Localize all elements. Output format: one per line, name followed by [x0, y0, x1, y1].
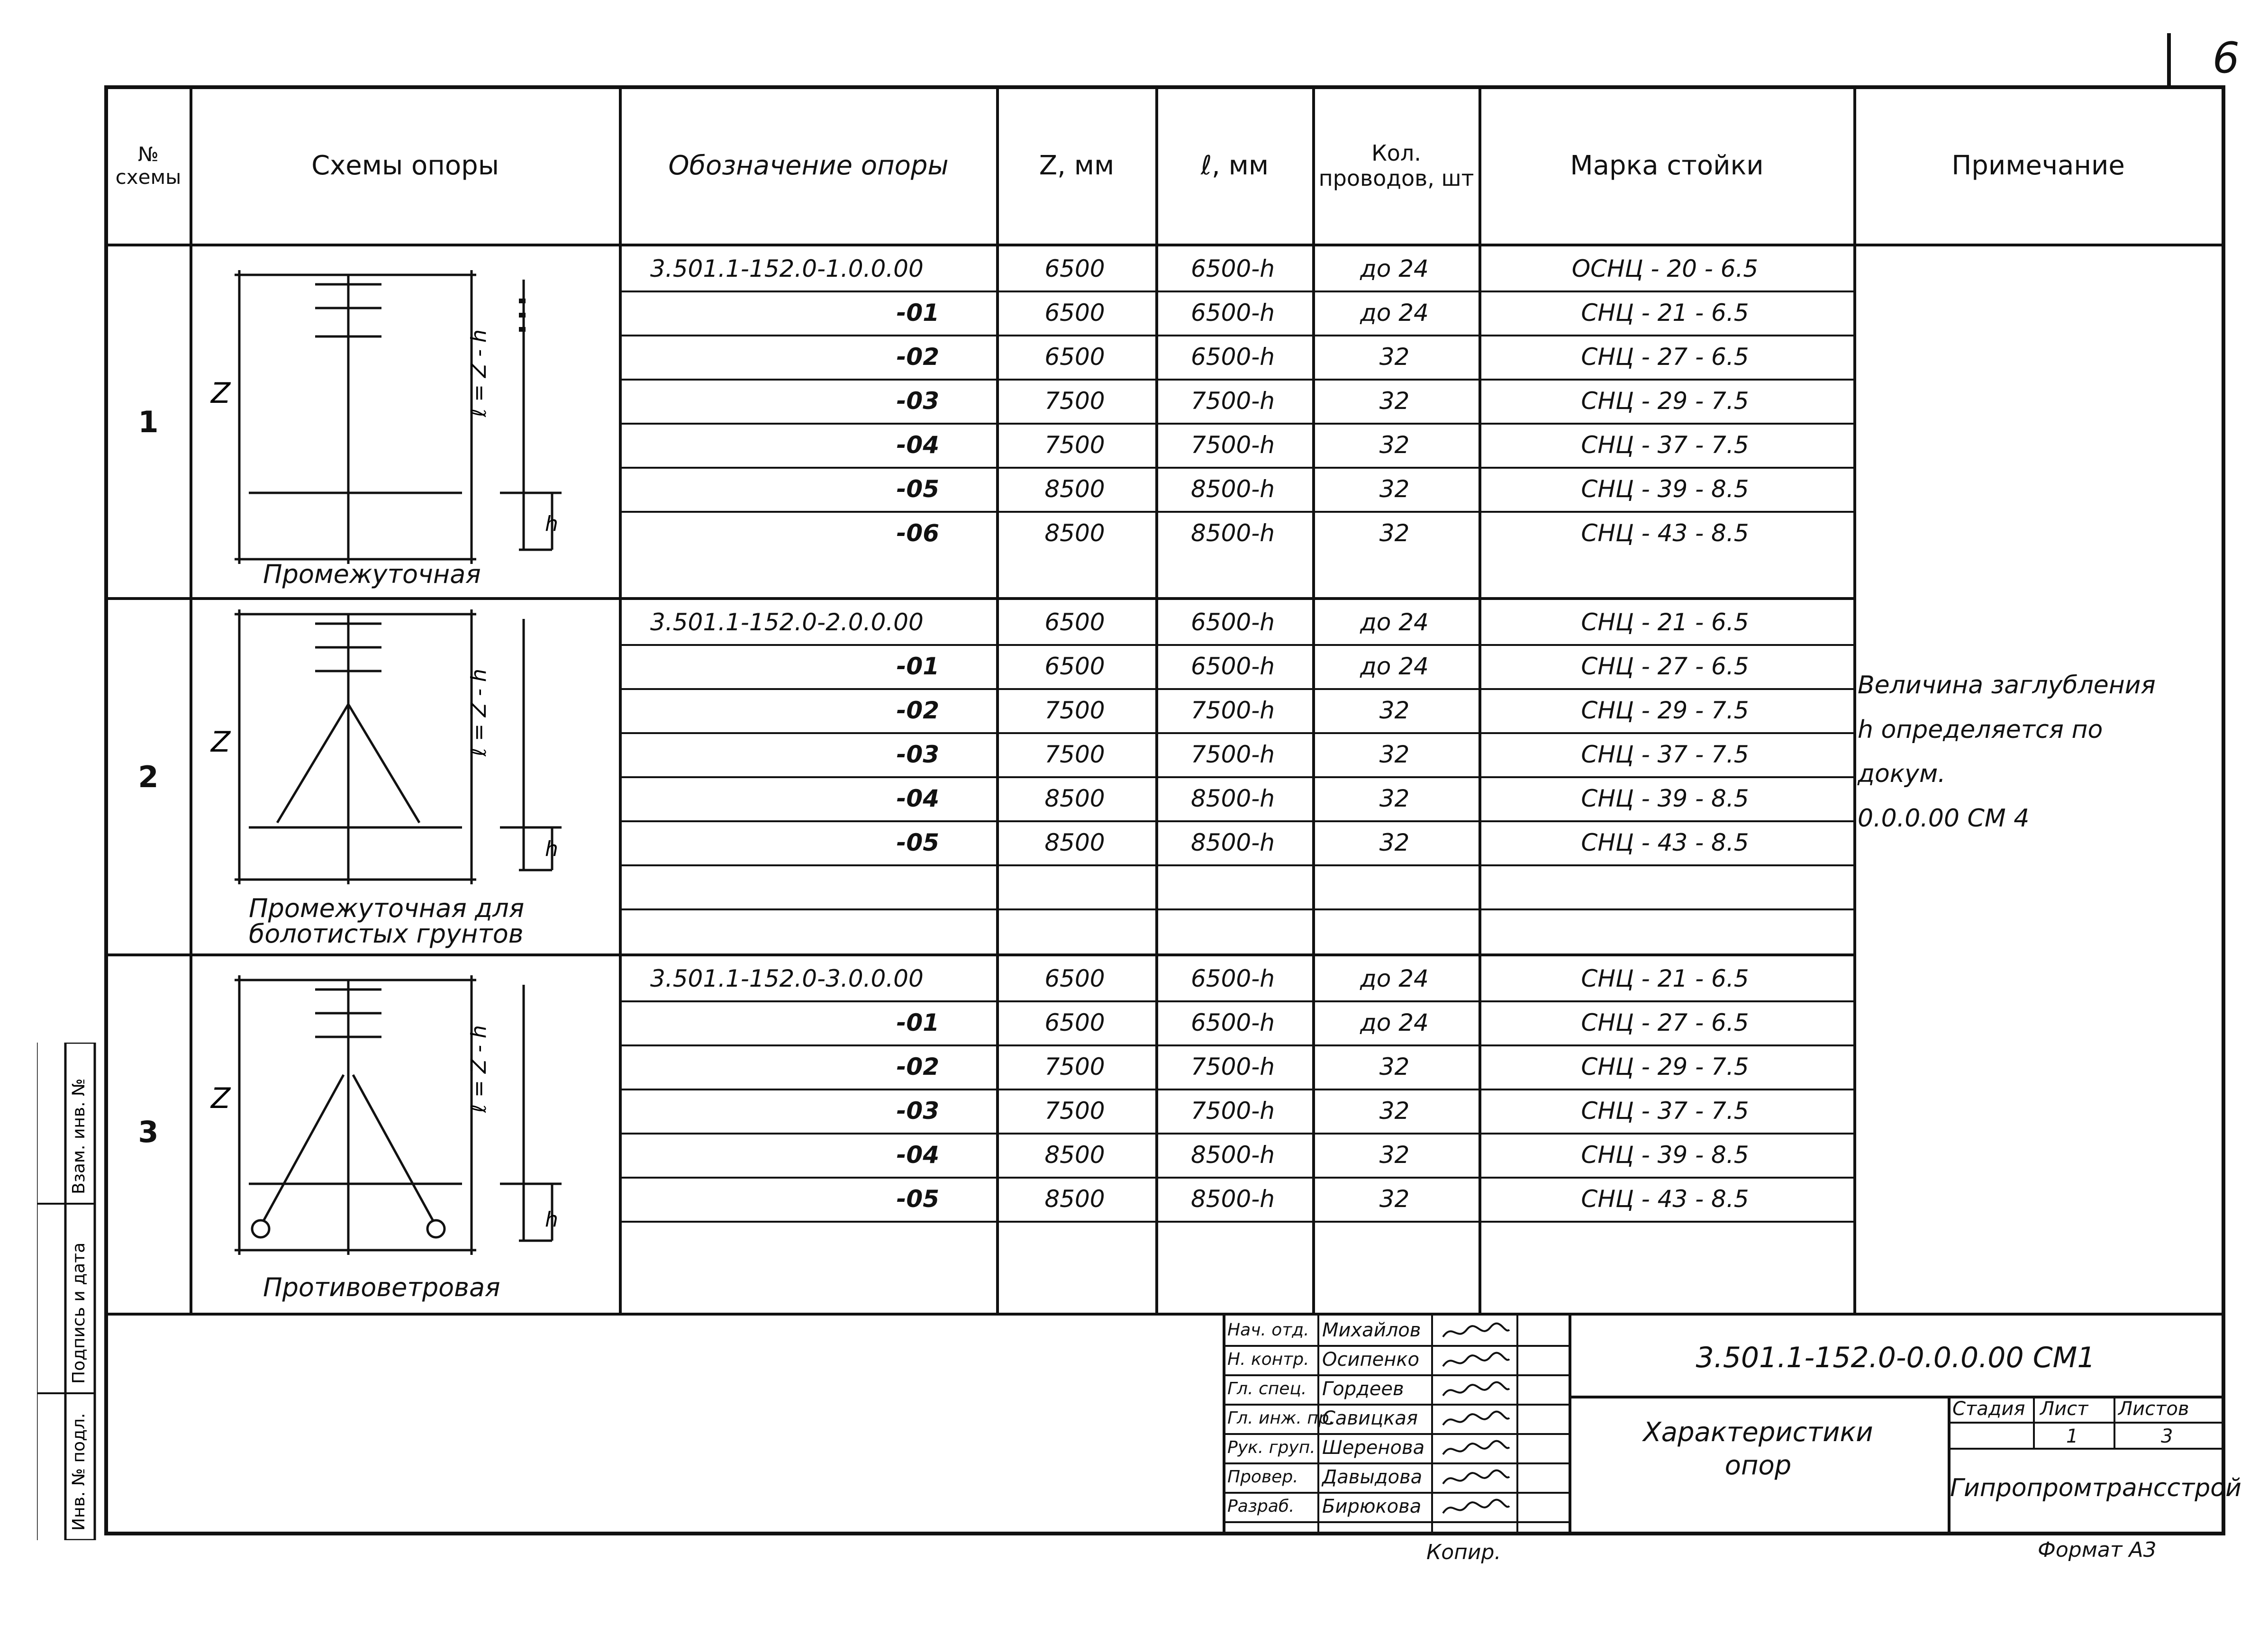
- signature-scribble: [1438, 1408, 1514, 1432]
- cell-z: 6500: [1044, 299, 1105, 327]
- signature-name: Шеренова: [1322, 1437, 1425, 1459]
- cell-designation: -02: [896, 696, 939, 724]
- header-post-mark: Марка стойки: [1570, 150, 1764, 181]
- cell-designation: -05: [896, 828, 939, 856]
- cell-z: 8500: [1044, 1141, 1105, 1169]
- scheme-1-h-label: h: [545, 512, 558, 536]
- signature-role: Провер.: [1227, 1467, 1298, 1487]
- cell-mark: СНЦ - 29 - 7.5: [1581, 696, 1749, 724]
- row-divider: [619, 908, 1853, 910]
- sheets-count: 3: [2161, 1425, 2173, 1447]
- cell-wires: до 24: [1360, 608, 1429, 636]
- scheme-number-1: 1: [138, 404, 159, 439]
- cell-mark: СНЦ - 39 - 8.5: [1581, 475, 1749, 503]
- cell-l: 7500-h: [1191, 696, 1275, 724]
- column-divider: [190, 87, 192, 1314]
- cell-z: 7500: [1044, 696, 1105, 724]
- cell-z: 6500: [1044, 1008, 1105, 1036]
- scheme-2-z-label: Z: [211, 726, 231, 759]
- signature-name: Гордеев: [1322, 1378, 1404, 1400]
- cell-z: 8500: [1044, 828, 1105, 856]
- cell-z: 8500: [1044, 784, 1105, 812]
- note-line-2: h определяется по докум.: [1858, 715, 2103, 789]
- cell-designation: -05: [896, 475, 939, 503]
- cell-designation: -04: [896, 431, 939, 459]
- cell-mark: СНЦ - 39 - 8.5: [1581, 1141, 1749, 1169]
- cell-l: 6500-h: [1191, 652, 1275, 680]
- cell-mark: СНЦ - 27 - 6.5: [1581, 343, 1749, 371]
- sidebar-label-sign: Подпись и дата: [69, 1242, 89, 1384]
- cell-l: 7500-h: [1191, 387, 1275, 415]
- sheet-number: 1: [2066, 1425, 2078, 1447]
- cell-designation: -01: [896, 299, 939, 327]
- signature-name: Давыдова: [1322, 1466, 1423, 1488]
- note-line-1: Величина заглубления: [1858, 671, 2156, 699]
- scheme-2-h-label: h: [545, 837, 558, 861]
- cell-designation: 3.501.1-152.0-2.0.0.00: [650, 608, 924, 636]
- header-scheme: Схемы опоры: [311, 150, 499, 181]
- cell-wires: 32: [1379, 740, 1410, 768]
- cell-z: 7500: [1044, 387, 1105, 415]
- cell-l: 7500-h: [1191, 1097, 1275, 1125]
- header-l: ℓ, мм: [1200, 150, 1269, 181]
- cell-wires: 32: [1379, 1053, 1410, 1080]
- cell-l: 8500-h: [1191, 1141, 1275, 1169]
- cell-z: 7500: [1044, 1053, 1105, 1080]
- cell-mark: СНЦ - 27 - 6.5: [1581, 1008, 1749, 1036]
- scheme-number-3: 3: [138, 1114, 159, 1149]
- signature-scribble: [1438, 1438, 1514, 1462]
- signature-row-line: [1223, 1462, 1569, 1464]
- scheme-2-l-label: ℓ = Z - h: [467, 669, 491, 756]
- signature-role: Гл. спец.: [1227, 1379, 1307, 1398]
- cell-mark: СНЦ - 43 - 8.5: [1581, 1185, 1749, 1213]
- signature-row-line: [1223, 1345, 1569, 1347]
- cell-mark: СНЦ - 37 - 7.5: [1581, 1097, 1749, 1125]
- cell-z: 7500: [1044, 1097, 1105, 1125]
- cell-l: 6500-h: [1191, 964, 1275, 992]
- note-line-3: 0.0.0.00 СМ 4: [1858, 804, 2030, 833]
- cell-wires: 32: [1379, 828, 1410, 856]
- scheme-3-drawing: [192, 956, 618, 1307]
- margin-stamp: [37, 1043, 99, 1540]
- cell-l: 8500-h: [1191, 519, 1275, 547]
- cell-l: 6500-h: [1191, 608, 1275, 636]
- cell-mark: СНЦ - 21 - 6.5: [1581, 964, 1749, 992]
- cell-mark: СНЦ - 27 - 6.5: [1581, 652, 1749, 680]
- scheme-1-caption: Промежуточная: [263, 559, 481, 589]
- cell-z: 7500: [1044, 431, 1105, 459]
- scheme-3-l-label: ℓ = Z - h: [467, 1025, 491, 1113]
- cell-designation: -06: [896, 519, 939, 547]
- cell-mark: СНЦ - 43 - 8.5: [1581, 828, 1749, 856]
- cell-designation: -04: [896, 784, 939, 812]
- cell-wires: 32: [1379, 1141, 1410, 1169]
- sheets-label: Листов: [2118, 1398, 2189, 1420]
- signature-scribble: [1438, 1350, 1514, 1373]
- format-label: Формат А3: [2038, 1538, 2157, 1562]
- cell-wires: до 24: [1360, 652, 1429, 680]
- scheme-3-caption: Противоветровая: [263, 1272, 500, 1302]
- cell-mark: ОСНЦ - 20 - 6.5: [1571, 254, 1759, 282]
- header-note: Примечание: [1951, 150, 2125, 181]
- copied-label: Копир.: [1426, 1540, 1501, 1564]
- page-number: 6: [2212, 33, 2240, 83]
- signature-scribble: [1438, 1379, 1514, 1403]
- cell-wires: 32: [1379, 343, 1410, 371]
- cell-designation: -03: [896, 387, 939, 415]
- cell-l: 6500-h: [1191, 254, 1275, 282]
- cell-designation: -05: [896, 1185, 939, 1213]
- cell-mark: СНЦ - 21 - 6.5: [1581, 299, 1749, 327]
- cell-l: 8500-h: [1191, 475, 1275, 503]
- cell-l: 6500-h: [1191, 299, 1275, 327]
- scheme-2-caption: Промежуточная для болотистых грунтов: [249, 893, 525, 949]
- note-text: [1858, 663, 2189, 841]
- title-block-top-line: [108, 1313, 2222, 1316]
- page-number-divider: [2167, 33, 2171, 85]
- cell-designation: -01: [896, 652, 939, 680]
- column-divider: [1853, 87, 1856, 1314]
- margin-stamp-frame: [37, 1043, 99, 1540]
- row-divider: [619, 864, 1853, 866]
- document-code: 3.501.1-152.0-0.0.0.00 СМ1: [1696, 1341, 2096, 1374]
- signature-role: Гл. инж. пр.: [1227, 1408, 1335, 1428]
- signature-row-line: [1223, 1492, 1569, 1494]
- cell-l: 8500-h: [1191, 784, 1275, 812]
- cell-z: 6500: [1044, 254, 1105, 282]
- cell-mark: СНЦ - 39 - 8.5: [1581, 784, 1749, 812]
- cell-l: 7500-h: [1191, 1053, 1275, 1080]
- cell-z: 6500: [1044, 343, 1105, 371]
- cell-designation: -03: [896, 740, 939, 768]
- signature-name: Савицкая: [1322, 1407, 1418, 1429]
- cell-designation: 3.501.1-152.0-3.0.0.00: [650, 964, 924, 992]
- cell-wires: до 24: [1360, 299, 1429, 327]
- cell-wires: 32: [1379, 519, 1410, 547]
- cell-designation: -03: [896, 1097, 939, 1125]
- signature-row-line: [1223, 1521, 1569, 1523]
- stage-label: Стадия: [1952, 1398, 2025, 1420]
- cell-z: 6500: [1044, 652, 1105, 680]
- scheme-number-2: 2: [138, 759, 159, 794]
- scheme-3-h-label: h: [545, 1207, 558, 1232]
- cell-wires: 32: [1379, 1097, 1410, 1125]
- cell-wires: до 24: [1360, 254, 1429, 282]
- cell-wires: 32: [1379, 696, 1410, 724]
- cell-z: 7500: [1044, 740, 1105, 768]
- signature-role: Н. контр.: [1227, 1350, 1309, 1369]
- signature-scribble: [1438, 1497, 1514, 1520]
- signature-row-line: [1223, 1374, 1569, 1376]
- cell-wires: 32: [1379, 387, 1410, 415]
- cell-wires: 32: [1379, 475, 1410, 503]
- cell-z: 6500: [1044, 608, 1105, 636]
- sheet-label: Лист: [2040, 1398, 2088, 1420]
- sidebar-label-replace: Взам. инв. №: [69, 1078, 89, 1194]
- cell-mark: СНЦ - 29 - 7.5: [1581, 387, 1749, 415]
- signature-name: Осипенко: [1322, 1349, 1420, 1371]
- header-z: Z, мм: [1039, 150, 1115, 181]
- cell-l: 6500-h: [1191, 343, 1275, 371]
- cell-designation: -01: [896, 1008, 939, 1036]
- cell-wires: до 24: [1360, 964, 1429, 992]
- cell-mark: СНЦ - 37 - 7.5: [1581, 740, 1749, 768]
- cell-z: 6500: [1044, 964, 1105, 992]
- title-line-2: опор: [1724, 1450, 1792, 1481]
- header-wires: Кол. проводов, шт: [1318, 140, 1474, 191]
- scheme-1-drawing: [192, 246, 618, 597]
- cell-mark: СНЦ - 21 - 6.5: [1581, 608, 1749, 636]
- signature-role: Рук. груп.: [1227, 1438, 1315, 1457]
- cell-z: 8500: [1044, 1185, 1105, 1213]
- organization: Гипропромтрансстрой: [1950, 1474, 2241, 1502]
- cell-wires: 32: [1379, 431, 1410, 459]
- cell-z: 8500: [1044, 519, 1105, 547]
- cell-l: 8500-h: [1191, 1185, 1275, 1213]
- signature-role: Разраб.: [1227, 1497, 1295, 1516]
- cell-z: 8500: [1044, 475, 1105, 503]
- row-divider: [619, 1221, 1853, 1223]
- title-line-1: Характеристики: [1643, 1417, 1873, 1448]
- scheme-1-z-label: Z: [211, 377, 231, 410]
- cell-l: 7500-h: [1191, 740, 1275, 768]
- cell-l: 6500-h: [1191, 1008, 1275, 1036]
- cell-mark: СНЦ - 37 - 7.5: [1581, 431, 1749, 459]
- cell-mark: СНЦ - 43 - 8.5: [1581, 519, 1749, 547]
- scheme-1-l-label: ℓ = Z - h: [467, 329, 491, 417]
- signature-row-line: [1223, 1404, 1569, 1406]
- signature-name: Бирюкова: [1322, 1496, 1422, 1517]
- cell-designation: 3.501.1-152.0-1.0.0.00: [650, 254, 924, 282]
- signature-scribble: [1438, 1467, 1514, 1491]
- cell-wires: до 24: [1360, 1008, 1429, 1036]
- signature-scribble: [1438, 1320, 1514, 1344]
- cell-wires: 32: [1379, 1185, 1410, 1213]
- signature-name: Михайлов: [1322, 1319, 1421, 1341]
- cell-designation: -02: [896, 343, 939, 371]
- sidebar-label-inv: Инв. № подл.: [69, 1413, 89, 1531]
- cell-l: 7500-h: [1191, 431, 1275, 459]
- scheme-3-z-label: Z: [211, 1082, 231, 1115]
- cell-mark: СНЦ - 29 - 7.5: [1581, 1053, 1749, 1080]
- cell-wires: 32: [1379, 784, 1410, 812]
- header-scheme-no: № схемы: [115, 142, 181, 189]
- signature-role: Нач. отд.: [1227, 1320, 1309, 1340]
- header-designation: Обозначение опоры: [668, 150, 949, 181]
- cell-l: 8500-h: [1191, 828, 1275, 856]
- cell-designation: -04: [896, 1141, 939, 1169]
- signature-row-line: [1223, 1433, 1569, 1435]
- cell-designation: -02: [896, 1053, 939, 1080]
